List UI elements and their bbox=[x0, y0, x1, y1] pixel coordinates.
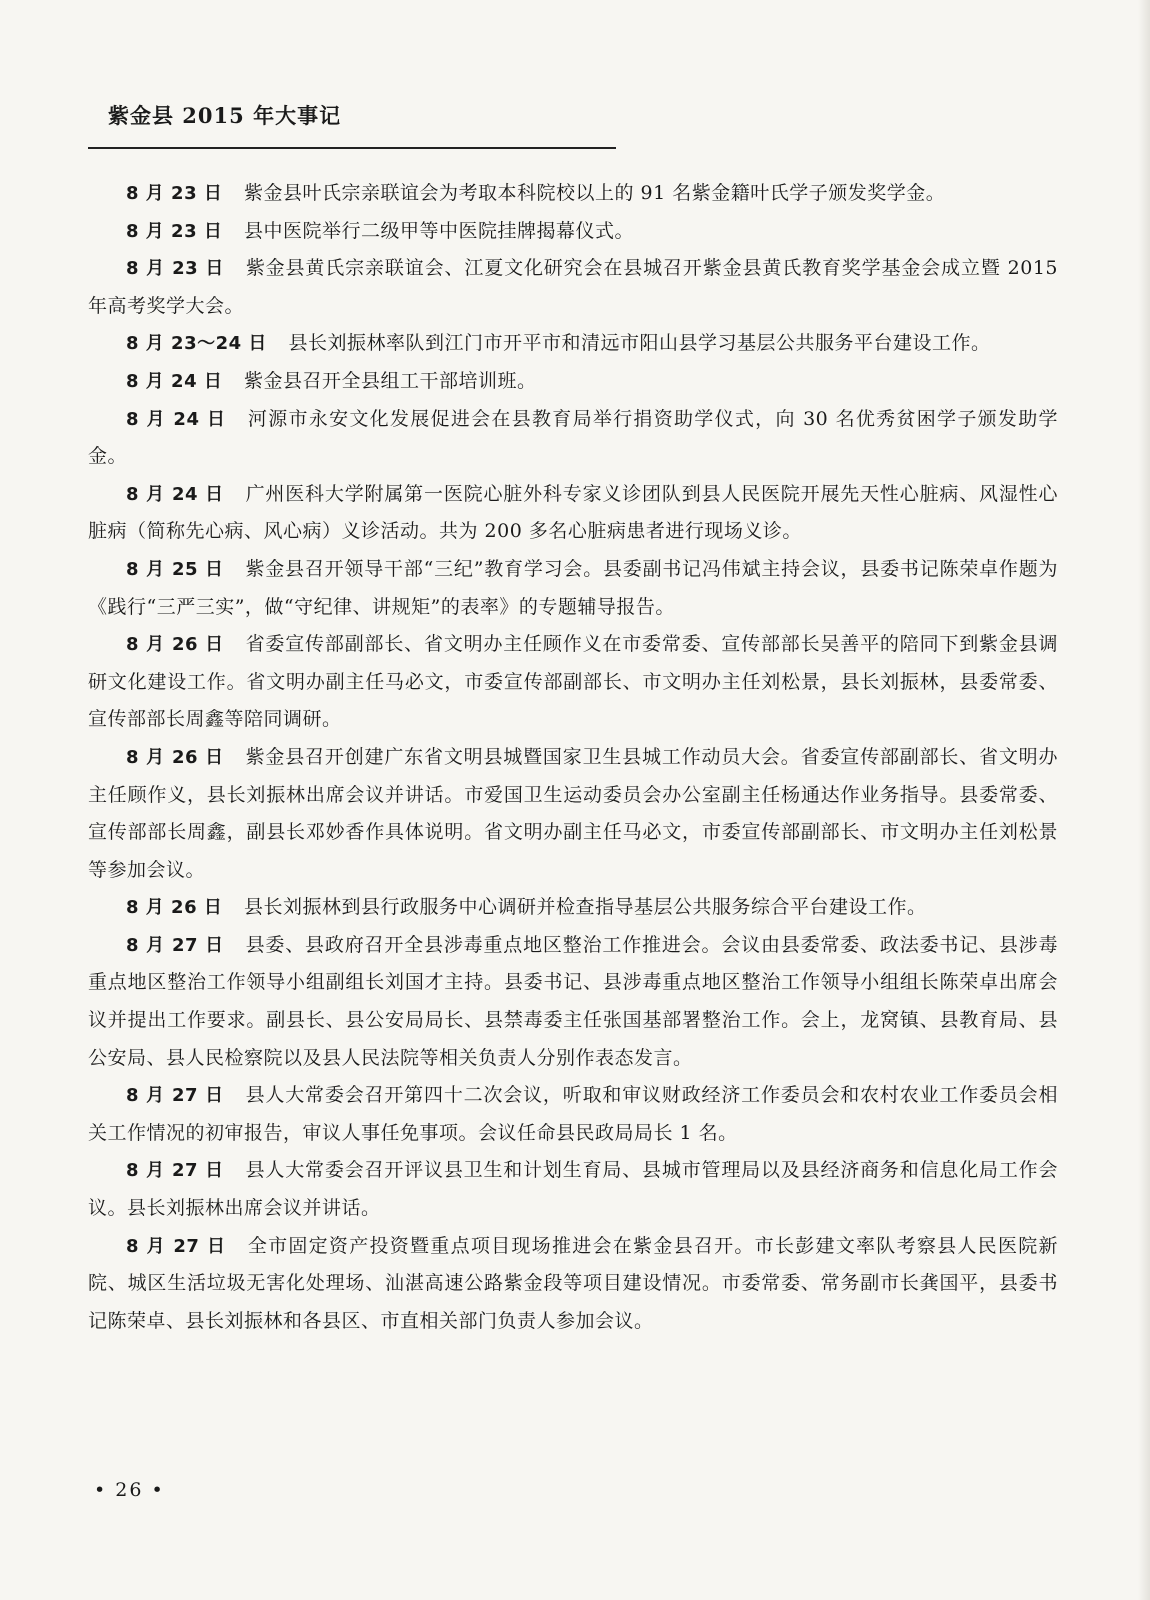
entry-date: 8 月 27 日 bbox=[126, 934, 224, 956]
entry-text: 县长刘振林到县行政服务中心调研并检查指导基层公共服务综合平台建设工作。 bbox=[243, 896, 927, 919]
entry-text: 广州医科大学附属第一医院心脏外科专家义诊团队到县人民医院开展先天性心脏病、风湿性心脏病（简称先心病、风心病）义诊活动。共为 200 多名心脏病患者进行现场义诊。 bbox=[88, 482, 1058, 543]
entry-text: 县长刘振林率队到江门市开平市和清远市阳山县学习基层公共服务平台建设工作。 bbox=[288, 332, 991, 355]
entry-text: 省委宣传部副部长、省文明办主任顾作义在市委常委、宣传部部长吴善平的陪同下到紫金县调研文化建设工作。省文明办副主任马必文，市委宣传部副部长、市文明办主任刘松景，县长刘振林，县委常委、宣传部部长周鑫等陪同调研。 bbox=[88, 633, 1058, 731]
chronicle-entry bbox=[88, 476, 1058, 551]
entry-date: 8 月 26 日 bbox=[126, 634, 224, 656]
chronicle-entry bbox=[88, 739, 1058, 889]
chronicle-entry bbox=[88, 250, 1058, 325]
chronicle-entry bbox=[88, 551, 1058, 626]
entry-date: 8 月 27 日 bbox=[126, 1235, 227, 1257]
entry-date: 8 月 24 日 bbox=[126, 408, 227, 430]
chronicle-entry bbox=[88, 927, 1058, 1077]
entry-text: 河源市永安文化发展促进会在县教育局举行捐资助学仪式，向 30 名优秀贫困学子颁发助学金。 bbox=[88, 407, 1058, 468]
entry-text: 紫金县召开创建广东省文明县城暨国家卫生县城工作动员大会。省委宣传部副部长、省文明办主任顾作义，县长刘振林出席会议并讲话。市爱国卫生运动委员会办公室副主任杨通达作业务指导。县委常委、宣传部部长周鑫，副县长邓妙香作具体说明。省文明办副主任马必文，市委宣传部副部长、市文明办主任刘松景等参加会议。 bbox=[88, 745, 1058, 881]
entry-date: 8 月 24 日 bbox=[126, 483, 224, 505]
entry-date: 8 月 24 日 bbox=[126, 370, 223, 392]
entry-date: 8 月 23 日 bbox=[126, 183, 223, 204]
entry-text: 县委、县政府召开全县涉毒重点地区整治工作推进会。会议由县委常委、政法委书记、县涉毒重点地区整治工作领导小组副组长刘国才主持。县委书记、县涉毒重点地区整治工作领导小组组长陈荣卓出席会议并提出工作要求。副县长、县公安局局长、县禁毒委主任张国基部署整治工作。会上，龙窝镇、县教育局、县公安局、县人民检察院以及县人民法院等相关负责人分别作表态发言。 bbox=[88, 933, 1058, 1069]
entry-text: 县人大常委会召开第四十二次会议，听取和审议财政经济工作委员会和农村农业工作委员会相关工作情况的初审报告，审议人事任免事项。会议任命县民政局局长 1 名。 bbox=[88, 1084, 1058, 1144]
chronicle-entry bbox=[88, 401, 1058, 476]
entry-date: 8 月 25 日 bbox=[126, 558, 224, 580]
entry-date: 8 月 27 日 bbox=[126, 1085, 224, 1107]
page-edge-shadow bbox=[1138, 0, 1150, 1600]
entry-date: 8 月 27 日 bbox=[126, 1160, 224, 1182]
entry-date: 8 月 26 日 bbox=[126, 746, 224, 768]
entry-date: 8 月 23～24 日 bbox=[126, 333, 267, 355]
chronicle-entry bbox=[88, 325, 1058, 363]
entry-text: 县人大常委会召开评议县卫生和计划生育局、县城市管理局以及县经济商务和信息化局工作会议。县长刘振林出席会议并讲话。 bbox=[88, 1159, 1058, 1220]
header-rule bbox=[88, 147, 616, 149]
chronicle-entry bbox=[88, 1077, 1058, 1152]
entry-date: 8 月 23 日 bbox=[126, 220, 223, 242]
chronicle-entry bbox=[88, 626, 1058, 739]
entry-text: 紫金县叶氏宗亲联谊会为考取本科院校以上的 91 名紫金籍叶氏学子颁发奖学金。 bbox=[243, 182, 946, 204]
entry-date: 8 月 26 日 bbox=[126, 897, 223, 919]
chronicle-entry bbox=[88, 1152, 1058, 1227]
entry-date: 8 月 23 日 bbox=[126, 258, 225, 280]
chronicle-entry bbox=[88, 1228, 1058, 1341]
entry-text: 县中医院举行二级甲等中医院挂牌揭幕仪式。 bbox=[243, 219, 634, 242]
running-header-title: 紫金县 2015 年大事记 bbox=[108, 103, 342, 128]
chronicle-entry bbox=[88, 889, 1058, 927]
chronicle-entry bbox=[88, 363, 1058, 401]
entry-text: 紫金县黄氏宗亲联谊会、江夏文化研究会在县城召开紫金县黄氏教育奖学基金会成立暨 2015 年高考奖学大会。 bbox=[88, 257, 1059, 317]
chronicle-entry bbox=[88, 213, 1058, 251]
entry-text: 全市固定资产投资暨重点项目现场推进会在紫金县召开。市长彭建文率队考察县人民医院新院、城区生活垃圾无害化处理场、汕湛高速公路紫金段等项目建设情况。市委常委、常务副市长龚国平，县委书记陈荣卓、县长刘振林和各县区、市直相关部门负责人参加会议。 bbox=[88, 1234, 1058, 1332]
entry-text: 紫金县召开全县组工干部培训班。 bbox=[243, 369, 537, 392]
chronicle-body bbox=[88, 175, 1058, 1340]
chronicle-entry bbox=[88, 175, 1058, 213]
entry-text: 紫金县召开领导干部“三纪”教育学习会。县委副书记冯伟斌主持会议，县委书记陈荣卓作题为《践行“三严三实”，做“守纪律、讲规矩”的表率》的专题辅导报告。 bbox=[88, 557, 1058, 618]
page-number: • 26 • bbox=[94, 1479, 165, 1501]
